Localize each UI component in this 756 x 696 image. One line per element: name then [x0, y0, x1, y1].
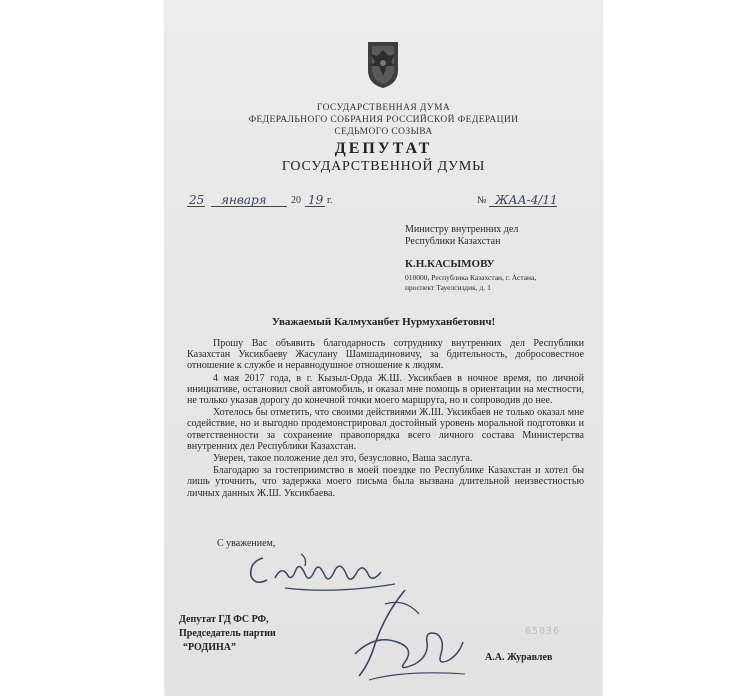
letter-page [165, 0, 602, 696]
closing-regards: С уважением, [217, 538, 276, 549]
org-line-1: ГОСУДАРСТВЕННАЯ ДУМА [316, 103, 451, 113]
date-year-suffix: 19 [308, 193, 324, 207]
body-paragraph-3: Хотелось бы отметить, что своими действиями Ж.Ш. Уксикбаев не только оказал мне содействие, но и выгодно продемонстрировал достойный уровень моральной подготовки и ответственности за сохранение правопорядка всего личного состава Министерства внутренних дел Республики Казахстан. [187, 407, 584, 452]
signature [345, 584, 475, 684]
date-year-prefix: 20 [291, 195, 301, 206]
date-year-unit: г. [327, 195, 333, 206]
recipient-address-2: проспект Тауелсиздик, д. 1 [405, 283, 491, 292]
signer-name: А.А. Журавлев [485, 652, 553, 663]
document-subtitle: ГОСУДАРСТВЕННОЙ ДУМЫ [281, 159, 486, 174]
body-paragraph-4: Уверен, такое положение дел это, безусловно, Ваша заслуга. [213, 453, 473, 465]
org-line-2: ФЕДЕРАЛЬНОГО СОБРАНИЯ РОССИЙСКОЙ ФЕДЕРАЦИИ [248, 115, 519, 125]
sign-line-2: Председатель партии [179, 628, 276, 639]
document-title: ДЕПУТАТ [334, 140, 433, 157]
date-line [187, 193, 587, 209]
stamp-number: 05036 [525, 626, 561, 637]
recipient-line-2: Республики Казахстан [405, 236, 501, 247]
sign-line-1: Депутат ГД ФС РФ, [179, 614, 269, 625]
number-prefix: № [477, 195, 487, 206]
recipient-name: К.Н.КАСЫМОВУ [405, 258, 495, 270]
date-day: 25 [189, 193, 205, 207]
recipient-address-1: 010000, Республика Казахстан, г. Астана, [405, 273, 537, 282]
body-paragraph-2: 4 мая 2017 года, в г. Кызыл-Орда Ж.Ш. Уксикбаев в ночное время, по личной инициативе, остановил свой автомобиль, и оказал мне помощь в ориентации на местности, не только указав дорогу до конечной точки моего маршрута, но и сопроводив до нее. [187, 372, 584, 407]
org-line-3: СЕДЬМОГО СОЗЫВА [334, 127, 433, 137]
body-paragraph-5: Благодарю за гостеприимство в моей поездке по Республике Казахстан и хотел бы лишь уточнить, что задержка моего письма была вызвана длительной неизвестностью личных данных Ж.Ш. Уксикбаева. [187, 465, 584, 499]
sign-line-3: “РОДИНА” [183, 642, 236, 653]
salutation: Уважаемый Калмуханбет Нурмуханбетович! [271, 316, 496, 328]
letter-body [187, 338, 584, 500]
recipient-line-1: Министру внутренних дел [405, 224, 519, 235]
outgoing-number: ЖАА-4/11 [495, 193, 558, 207]
coat-of-arms-icon [365, 40, 401, 90]
body-paragraph-1: Прошу Вас объявить благодарность сотруднику внутренних дел Республики Казахстан Уксикбаеву Жасулану Шамшадиновичу, за бдительность, добросовестное отношение к службе и неравнодушное отношение к людям. [187, 338, 584, 372]
date-month: января [221, 193, 267, 207]
